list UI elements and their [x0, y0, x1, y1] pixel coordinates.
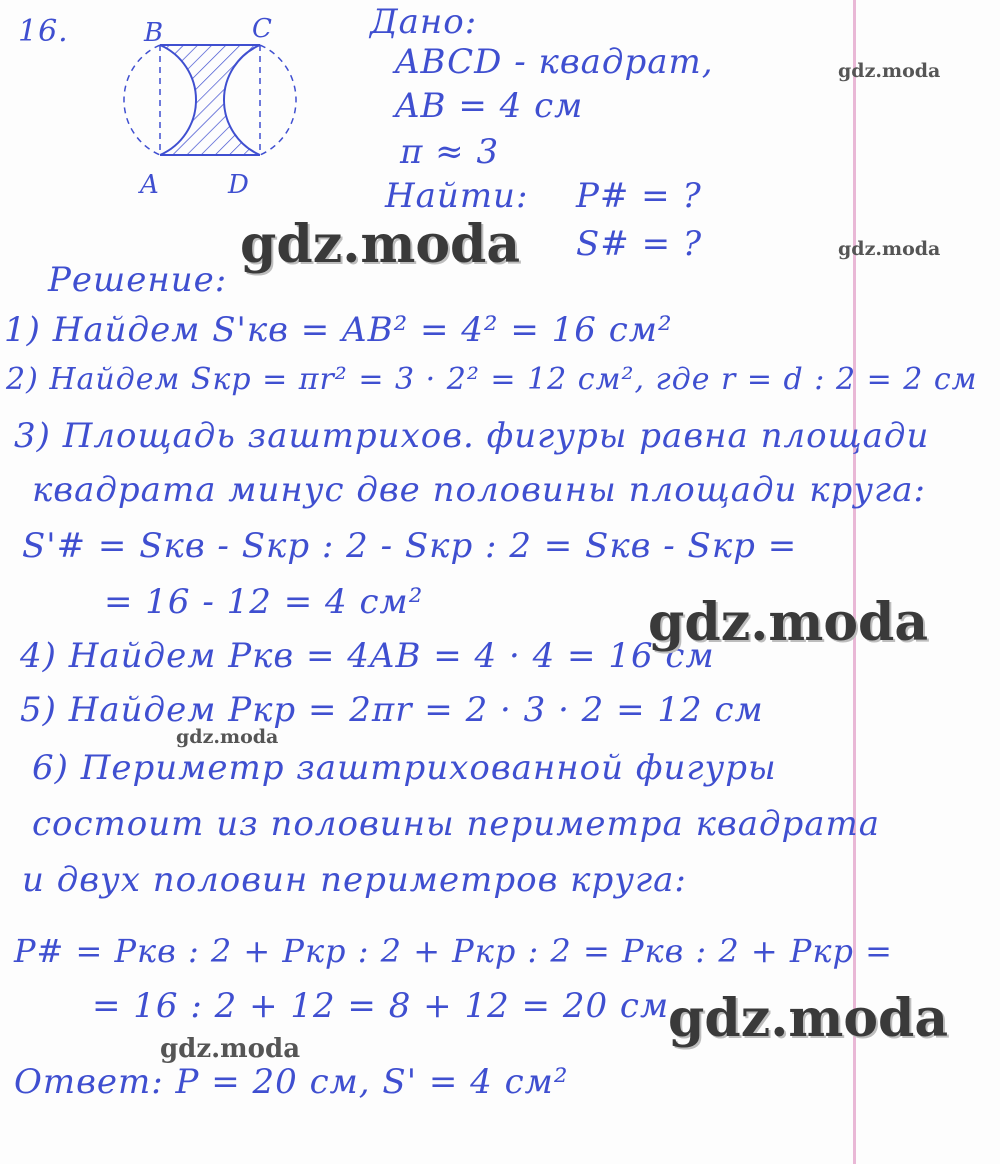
solution-line-13: = 16 : 2 + 12 = 8 + 12 = 20 см. [92, 986, 681, 1026]
solution-line-10: состоит из половины периметра квадрата [32, 804, 881, 844]
watermark: gdz.moda [240, 214, 521, 275]
watermark: gdz.moda [838, 60, 941, 82]
find-area: S# = ? [576, 224, 703, 264]
solution-line-6: = 16 - 12 = 4 см² [104, 582, 424, 622]
solution-line-4: квадрата минус две половины площади круга: [32, 470, 926, 510]
left-circle-outer-arc [124, 45, 160, 155]
vertex-label-d: D [228, 170, 249, 200]
solution-line-1: 1) Найдем S'кв = AB² = 4² = 16 см² [4, 310, 673, 350]
vertex-label-c: C [252, 15, 272, 44]
watermark: gdz.moda [160, 1034, 301, 1064]
given-heading: Дано: [370, 2, 478, 42]
solution-line-7: 4) Найдем Pкв = 4AB = 4 · 4 = 16 см [20, 636, 715, 676]
right-circle-outer-arc [260, 45, 296, 155]
vertex-label-b: B [144, 18, 164, 48]
solution-line-8: 5) Найдем Pкр = 2πr = 2 · 3 · 2 = 12 см [20, 690, 764, 730]
answer-line: Ответ: P = 20 см, S' = 4 см² [14, 1062, 569, 1102]
watermark: gdz.moda [668, 988, 949, 1049]
vertex-label-a: A [140, 170, 159, 200]
geometry-figure [100, 15, 340, 205]
solution-line-5: S'# = Sкв - Sкр : 2 - Sкр : 2 = Sкв - Sкр = [22, 526, 798, 566]
solution-line-2: 2) Найдем Sкр = πr² = 3 · 2² = 12 см², где r = d : 2 = 2 см [6, 362, 978, 397]
shaded-region [160, 45, 260, 155]
solution-heading: Решение: [48, 260, 228, 300]
solution-line-12: P# = Pкв : 2 + Pкр : 2 + Pкр : 2 = Pкв : 2 + Pкр = [14, 932, 893, 970]
find-perimeter: P# = ? [576, 176, 702, 216]
given-line-1: ABCD - квадрат, [395, 42, 714, 82]
solution-line-9: 6) Периметр заштрихованной фигуры [32, 748, 777, 788]
find-label: Найти: [385, 176, 529, 216]
given-line-2: AB = 4 см [395, 86, 584, 126]
solution-line-3: 3) Площадь заштрихов. фигуры равна площади [14, 416, 930, 456]
watermark: gdz.moda [648, 592, 929, 653]
problem-number: 16. [18, 14, 69, 49]
given-line-3: π ≈ 3 [400, 132, 500, 172]
watermark: gdz.moda [838, 238, 941, 260]
solution-line-11: и двух половин периметров круга: [22, 860, 687, 900]
watermark: gdz.moda [176, 726, 279, 748]
